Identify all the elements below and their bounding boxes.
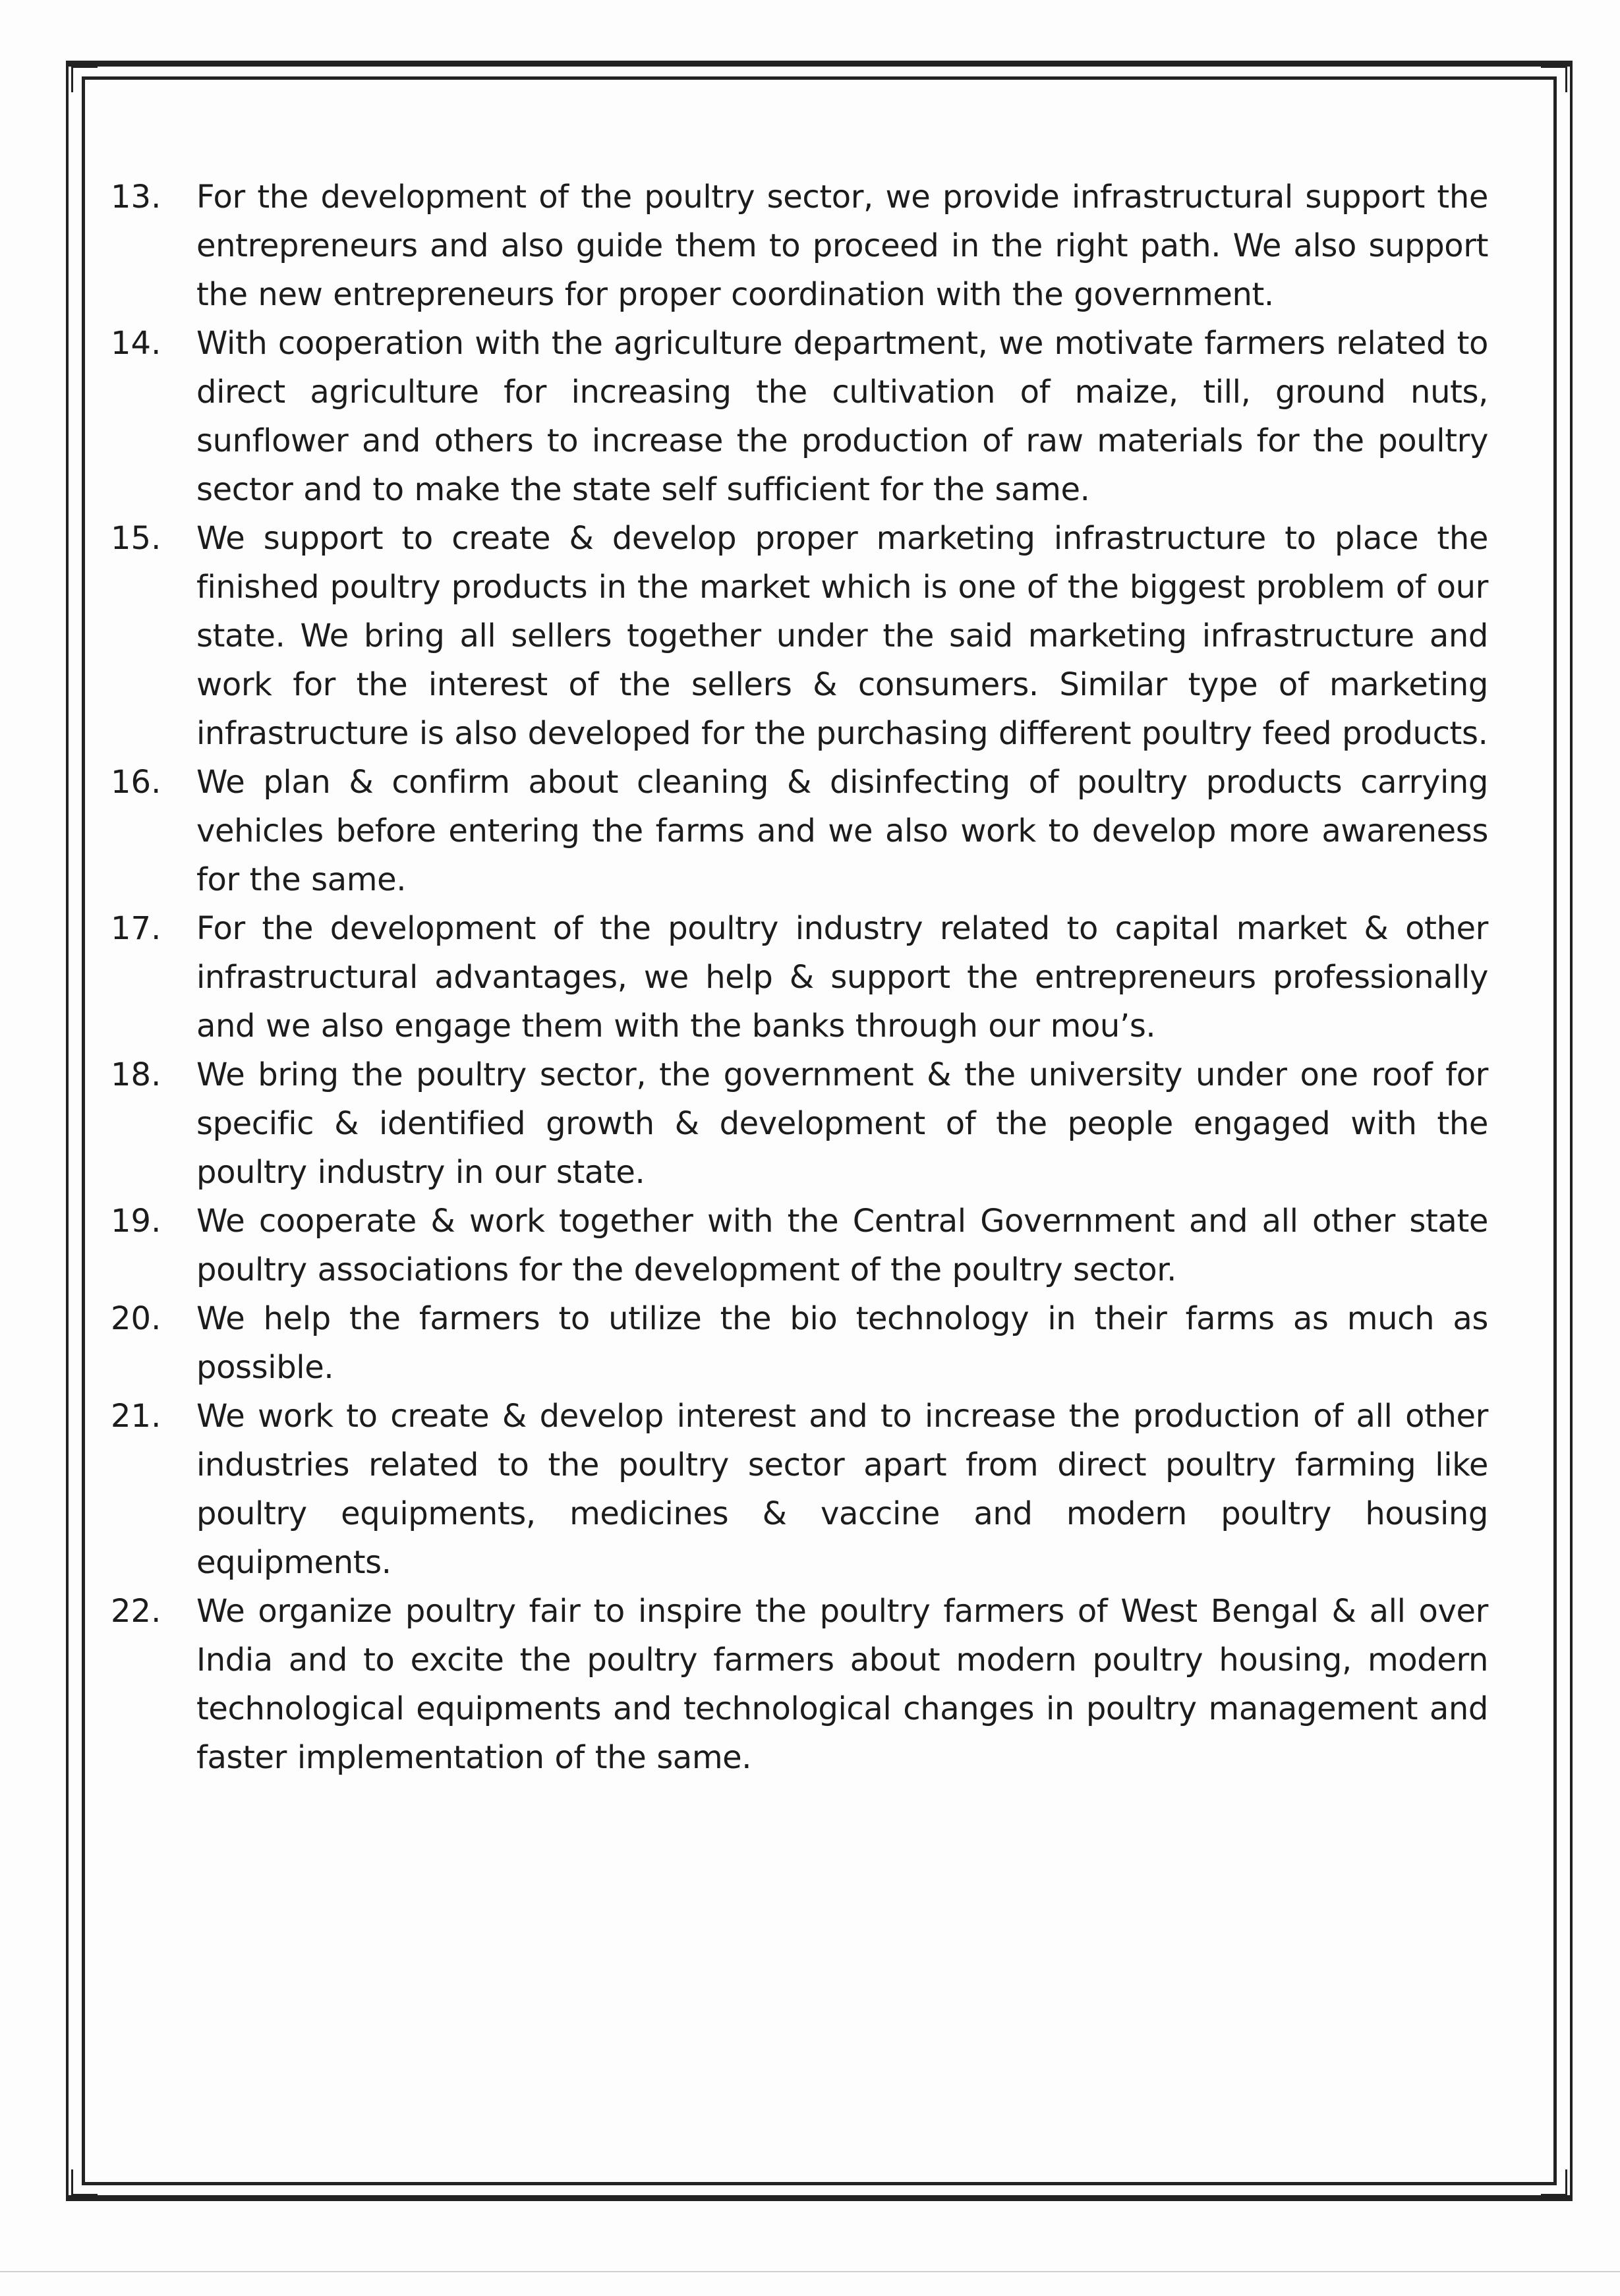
border-corner-ornament (1541, 2169, 1567, 2196)
list-item (111, 758, 1488, 904)
list-item-text: For the development of the poultry sector, we provide infrastructural support the entrepreneurs and also guide them to proceed in the right path. We also support the new entrepreneurs for proper coordination with the government. (196, 179, 1488, 313)
list-item (111, 319, 1488, 514)
list-item-number: 18. (111, 1056, 161, 1093)
list-item-text: We work to create & develop interest and to increase the production of all other industries related to the poultry sector apart from direct poultry farming like poultry equipments, medicines & vaccine and modern poultry housing equipments. (196, 1398, 1488, 1581)
list-item-text: We help the farmers to utilize the bio technology in their farms as much as possible. (196, 1300, 1488, 1386)
list-item-number: 21. (111, 1398, 161, 1435)
list-item-text: We organize poultry fair to inspire the poultry farmers of West Bengal & all over India and to excite the poultry farmers about modern poultry housing, modern technological equipments and technological changes in poultry management and faster implementation of the same. (196, 1593, 1488, 1776)
list-item-text: We support to create & develop proper marketing infrastructure to place the finished poultry products in the market which is one of the biggest problem of our state. We bring all sellers together under the said marketing infrastructure and work for the interest of the sellers & consumers. Similar type of marketing infrastructure is also developed for the purchasing different poultry feed products. (196, 520, 1488, 752)
scan-edge-line (0, 2271, 1620, 2272)
border-corner-ornament (71, 2169, 98, 2196)
list-item-number: 20. (111, 1300, 161, 1337)
list-item (111, 1197, 1488, 1294)
numbered-list (111, 173, 1488, 1782)
list-item (111, 1294, 1488, 1392)
list-item (111, 514, 1488, 758)
list-item-text: We plan & confirm about cleaning & disinfecting of poultry products carrying vehicles before entering the farms and we also work to develop more awareness for the same. (196, 764, 1488, 898)
list-item (111, 1050, 1488, 1197)
list-item-number: 16. (111, 764, 161, 801)
list-item (111, 904, 1488, 1050)
list-item-number: 14. (111, 325, 161, 362)
list-item (111, 1587, 1488, 1782)
border-corner-ornament (1541, 66, 1567, 92)
list-item-number: 13. (111, 179, 161, 215)
list-item (111, 173, 1488, 319)
list-item-number: 22. (111, 1593, 161, 1630)
list-item (111, 1392, 1488, 1587)
list-item-text: We bring the poultry sector, the government & the university under one roof for specific & identified growth & development of the people engaged with the poultry industry in our state. (196, 1056, 1488, 1191)
list-item-text: With cooperation with the agriculture department, we motivate farmers related to direct agriculture for increasing the cultivation of maize, till, ground nuts, sunflower and others to increase the production of raw materials for the poultry sector and to make the state self sufficient for the same. (196, 325, 1488, 508)
list-item-number: 17. (111, 910, 161, 947)
list-item-text: For the development of the poultry industry related to capital market & other infrastructural advantages, we help & support the entrepreneurs professionally and we also engage them with the banks through our mou’s. (196, 910, 1488, 1045)
list-item-number: 15. (111, 520, 161, 557)
border-corner-ornament (71, 66, 98, 92)
list-item-text: We cooperate & work together with the Central Government and all other state poultry associations for the development of the poultry sector. (196, 1203, 1488, 1288)
list-item-number: 19. (111, 1203, 161, 1240)
